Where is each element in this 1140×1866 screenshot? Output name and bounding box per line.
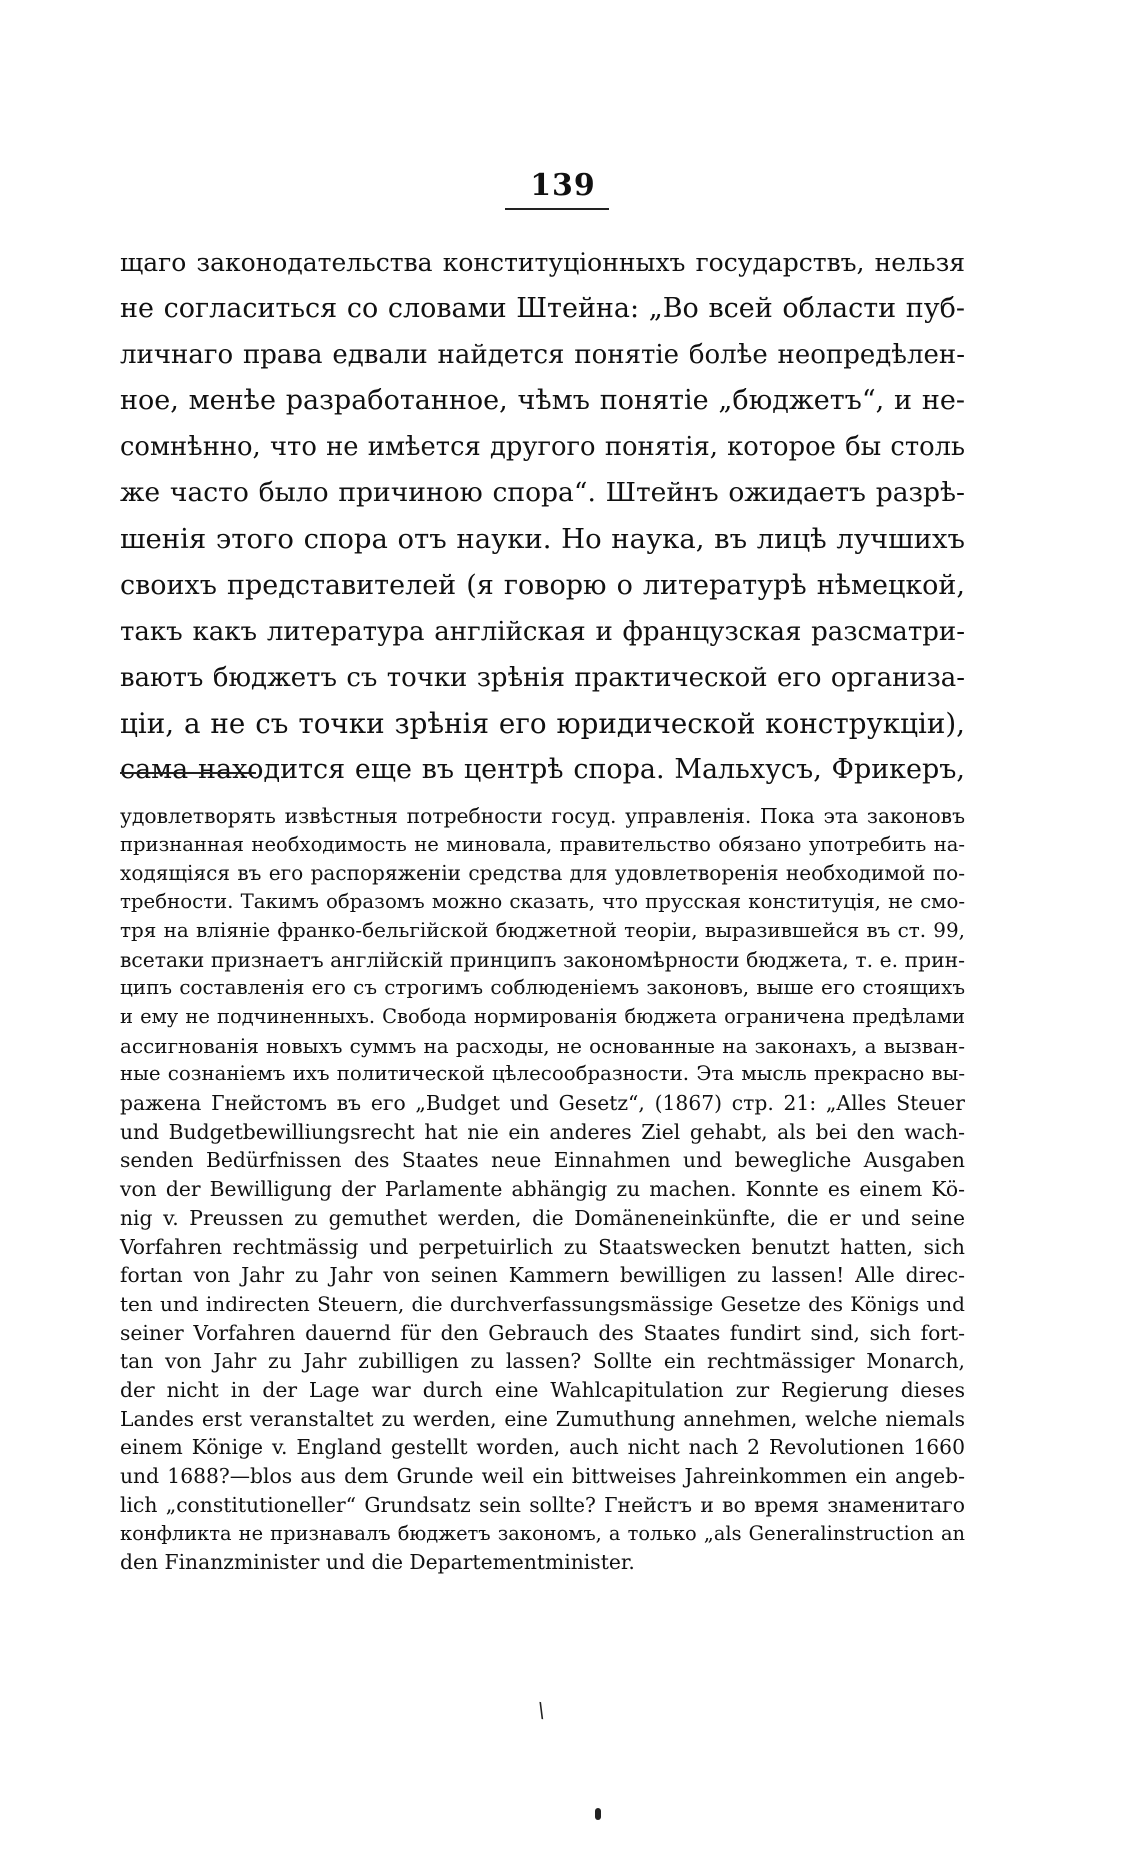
- text-line: своихъ представителей (я говорю о литературѣ нѣмецкой,: [120, 569, 965, 601]
- footnote-line: всетаки признаетъ англійскій принципъ закономѣрности бюджета, т. е. прин-: [120, 947, 965, 972]
- page-number: 139: [530, 168, 596, 203]
- footnote-line: и ему не подчиненныхъ. Свобода нормированія бюджета ограничена предѣлами: [120, 1004, 965, 1028]
- footnote-line: Landes erst veranstaltet zu werden, eine Zumuthung annehmen, welche niemals: [120, 1406, 965, 1431]
- text-line: шенія этого спора отъ науки. Но наука, въ лицѣ лучшихъ: [120, 523, 965, 555]
- text-line: сомнѣнно, что не имѣется другого понятія, которое бы столь: [120, 432, 965, 463]
- footnote-line: признанная необходимость не миновала, правительство обязано употребить на-: [120, 832, 965, 856]
- footnote-line: und 1688?—blos aus dem Grunde weil ein bittweises Jahreinkommen ein angeb-: [120, 1464, 965, 1489]
- footnote-line: den Finanzminister und die Departementminister.: [120, 1550, 635, 1575]
- text-line: ное, менѣе разработанное, чѣмъ понятіе „бюджетъ“, и не-: [120, 385, 965, 417]
- text-line: не согласиться со словами Штейна: „Во всей области пуб-: [120, 293, 965, 325]
- text-line: ваютъ бюджетъ съ точки зрѣнія практической его организа-: [120, 662, 965, 693]
- footnote: [120, 802, 965, 1577]
- text-line: личнаго права едвали найдется понятіе болѣе неопредѣлен-: [120, 340, 965, 371]
- footnote-line: senden Bedürfnissen des Staates neue Einnahmen und bewegliche Ausgaben: [120, 1148, 965, 1173]
- text-line: сама находится еще въ центрѣ спора. Мальхусъ, Фрикеръ,: [120, 754, 965, 786]
- text-line: такъ какъ литература англійская и французская разсматри-: [120, 616, 965, 647]
- footnote-line: seiner Vorfahren dauernd für den Gebrauch des Staates fundirt sind, sich fort-: [120, 1320, 965, 1345]
- main-text: [120, 240, 965, 793]
- footnote-line: ражена Гнейстомъ въ его „Budget und Gesetz“, (1867) стр. 21: „Alles Steuer: [120, 1091, 965, 1116]
- footnote-line: nig v. Preussen zu gemuthet werden, die Domäneneinkünfte, die er und seine: [120, 1205, 965, 1230]
- footnote-line: fortan von Jahr zu Jahr von seinen Kammern bewilligen zu lassen! Alle direc-: [120, 1263, 965, 1288]
- footnote-line: ходящіяся въ его распоряженіи средства для удовлетворенія необходимой по-: [120, 861, 965, 886]
- footnote-rule: [120, 772, 256, 774]
- footnote-line: ципъ составленія его съ строгимъ соблюденіемъ законовъ, выше его стоящихъ: [120, 976, 965, 1000]
- footnote-line: einem Könige v. England gestellt worden, auch nicht nach 2 Revolutionen 1660: [120, 1435, 965, 1460]
- footnote-line: der nicht in der Lage war durch eine Wahlcapitulation zur Regierung dieses: [120, 1378, 965, 1403]
- footnote-line: tan von Jahr zu Jahr zubilligen zu lassen? Sollte ein rechtmässiger Monarch,: [120, 1349, 965, 1374]
- footnote-line: удовлетворять извѣстныя потребности госуд. управленія. Пока эта законовъ: [120, 804, 965, 828]
- footnote-line: Vorfahren rechtmässig und perpetuirlich zu Staatswecken benutzt hatten, sich: [120, 1234, 965, 1259]
- ink-dot: [595, 1808, 601, 1820]
- text-line: же часто было причиною спора“. Штейнъ ожидаетъ разрѣ-: [120, 477, 965, 509]
- footnote-line: конфликта не признавалъ бюджетъ закономъ, а только „als Generalinstruction an: [120, 1521, 965, 1545]
- footnote-line: ассигнованія новыхъ суммъ на расходы, не основанные на законахъ, а вызван-: [120, 1033, 965, 1058]
- text-line: щаго законодательства конституціонныхъ государствъ, нельзя: [120, 248, 965, 277]
- footnote-line: und Budgetbewilliungsrecht hat nie ein anderes Ziel gehabt, als bei den wach-: [120, 1119, 965, 1144]
- ink-speck: \: [535, 1697, 547, 1723]
- footnote-line: von der Bewilligung der Parlamente abhängig zu machen. Konnte es einem Kö-: [120, 1177, 965, 1202]
- header-rule: [505, 208, 609, 210]
- footnote-line: ten und indirecten Steuern, die durchverfassungsmässige Gesetze des Königs und: [120, 1291, 965, 1316]
- footnote-line: lich „constitutioneller“ Grundsatz sein sollte? Гнейстъ и во время знаменитаго: [120, 1492, 965, 1517]
- footnote-line: требности. Такимъ образомъ можно сказать, что прусская конституція, не смо-: [120, 890, 965, 914]
- text-line: ціи, а не съ точки зрѣнія его юридической конструкціи),: [120, 706, 965, 740]
- footnote-line: ные сознаніемъ ихъ политической цѣлесообразности. Эта мысль прекрасно вы-: [120, 1062, 965, 1086]
- footnote-line: тря на вліяніе франко-бельгійской бюджетной теоріи, выразившейся въ ст. 99,: [120, 918, 965, 942]
